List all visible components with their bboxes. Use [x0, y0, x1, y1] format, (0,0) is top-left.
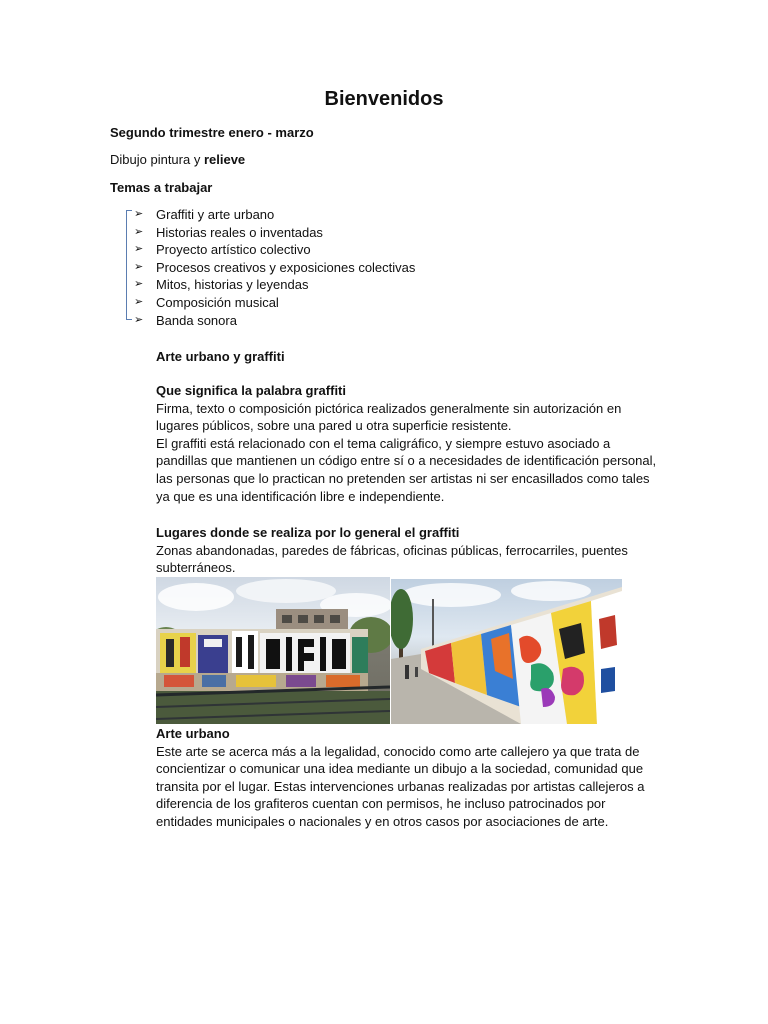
- list-item-text: Procesos creativos y exposiciones colectivas: [156, 259, 416, 275]
- arrow-bullet-icon: ➢: [134, 243, 144, 256]
- list-item-text: Banda sonora: [156, 312, 237, 328]
- arrow-bullet-icon: ➢: [134, 278, 144, 291]
- list-item: [134, 206, 415, 224]
- places-heading: Lugares donde se realiza por lo general el graffiti: [156, 525, 460, 540]
- urban-art-section: [156, 725, 666, 831]
- paragraph-line: Zonas abandonadas, paredes de fábricas, oficinas públicas, ferrocarriles, puentes: [156, 542, 628, 558]
- page-title: Bienvenidos: [324, 88, 444, 110]
- subject-prefix: Dibujo pintura y: [110, 152, 204, 167]
- paragraph-line: subterráneos.: [156, 560, 236, 576]
- paragraph-line: diferencia de los grafiteros cuentan con permisos, he incluso patrocinados por: [156, 796, 606, 812]
- subtitle: Segundo trimestre enero - marzo: [110, 125, 314, 140]
- paragraph-line: lugares públicos, sobre una pared u otra superficie resistente.: [156, 418, 512, 434]
- list-item-text: Graffiti y arte urbano: [156, 207, 275, 222]
- places-section: [156, 524, 666, 577]
- paragraph-line: pandillas que mantienen un código entre sí o a necesidades de identificación personal,: [156, 453, 657, 469]
- arrow-bullet-icon: ➢: [134, 313, 144, 326]
- topics-heading: Temas a trabajar: [110, 180, 213, 195]
- paragraph-line: entidades municipales o nacionales y en otros casos por asociaciones de arte.: [156, 813, 609, 829]
- paragraph-line: concientizar o comunicar una idea mediante un dibujo a la sociedad, comunidad que: [156, 761, 644, 777]
- subject-bold: relieve: [203, 152, 246, 167]
- list-item: [134, 312, 415, 330]
- arrow-bullet-icon: ➢: [134, 295, 144, 308]
- meaning-section: [156, 382, 666, 505]
- paragraph-line: El graffiti está relacionado con el tema caligráfico, y siempre estuvo asociado a: [156, 435, 611, 451]
- colorful-graffiti-photo: [391, 579, 622, 724]
- paragraph-line: Este arte se acerca más a la legalidad, conocido como arte callejero ya que trata de: [156, 743, 640, 759]
- arrow-bullet-icon: ➢: [134, 225, 144, 238]
- list-item: [134, 259, 415, 277]
- paragraph-line: transita por el lugar. Estas intervenciones urbanas realizadas por artistas callejeros a: [156, 778, 645, 794]
- meaning-heading: Que significa la palabra graffiti: [156, 383, 346, 398]
- list-item: [134, 224, 415, 242]
- colorful-graffiti-illustration: [391, 579, 622, 724]
- list-item: [134, 241, 415, 259]
- graffiti-wall-photo: [156, 577, 390, 724]
- list-item: [134, 276, 415, 294]
- graffiti-wall-illustration: [156, 577, 390, 724]
- list-item-text: Mitos, historias y leyendas: [156, 277, 309, 293]
- urban-art-heading: Arte urbano: [156, 726, 230, 741]
- list-item-text: Composición musical: [156, 294, 279, 310]
- paragraph-line: ya que es una identificación libre e independiente.: [156, 488, 445, 504]
- list-bracket: [126, 210, 132, 320]
- arrow-bullet-icon: ➢: [134, 208, 144, 220]
- topics-list: [134, 206, 415, 329]
- subject-line: [110, 151, 245, 169]
- paragraph-line: Firma, texto o composición pictórica realizados generalmente sin autorización en: [156, 400, 622, 416]
- list-item-text: Historias reales o inventadas: [156, 224, 323, 240]
- paragraph-line: las personas que lo practican no pretenden ser artistas ni ser encasillados como tales: [156, 470, 650, 486]
- list-item: [134, 294, 415, 312]
- section-heading: Arte urbano y graffiti: [156, 349, 285, 364]
- list-item-text: Proyecto artístico colectivo: [156, 242, 311, 258]
- arrow-bullet-icon: ➢: [134, 260, 144, 273]
